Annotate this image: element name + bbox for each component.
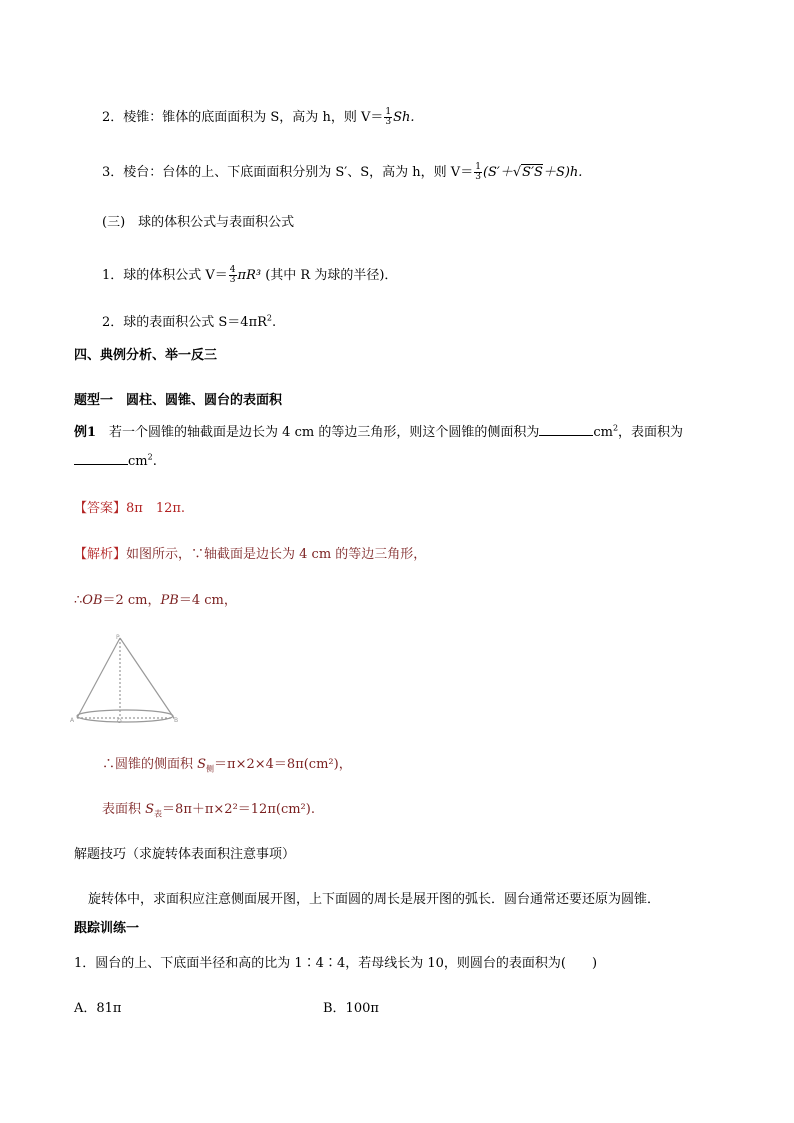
line-pyramid: 2．棱锥：锥体的底面面积为 S，高为 h，则 V＝ $\frac{1}{3}$ Sh. [102,107,415,127]
label-a: A [70,717,75,724]
answer-line: 【答案】8π 12π. [74,501,186,516]
surface-area-line: 表面积 $S_表=8\pi+\pi\times 2^2=12\pi(cm^2)$. [102,802,315,819]
line-frustum: 3．棱台：台体的上、下底面面积分别为 S′、S，高为 h，则 V＝ $\frac{1}{3}$ (S′＋√S′S＋S)h. [102,162,583,182]
tip-title: 解题技巧（求旋转体表面积注意事项） [74,847,296,862]
section-heading-four: 四、典例分析、举一反三 [74,348,218,363]
side-area-line: ∴圆锥的侧面积 $S_侧=\pi\times 2\times 4=8\pi(cm^2)$， [102,757,352,774]
fraction: $\frac{1}{3}$ [475,162,481,182]
question-1: 1．圆台的上、下底面半径和高的比为 1∶4∶4，若母线长为 10，则圆台的表面积为( ) [74,956,598,971]
example-1-cont: $cm^2$. [74,452,157,471]
option-b: B．100π [323,1001,379,1016]
answer-blank [539,423,593,436]
example-1: 例1 若一个圆锥的轴截面是边长为 4 cm 的等边三角形，则这个圆锥的侧面积为 $cm^2$，表面积为 [74,423,684,440]
fraction: $\frac{4}{3}$ [229,265,236,285]
option-a: A．81π [74,1001,122,1016]
cone-right-edge [120,638,174,718]
analysis-line: 【解析】如图所示，∵轴截面是边长为 4 cm 的等边三角形， [74,547,427,562]
cone-figure [70,632,182,724]
label-b: B [174,717,179,724]
label-o: O [117,718,122,724]
fraction: $\frac{1}{3}$ [385,107,392,127]
answer-blank [74,452,128,465]
track-heading: 跟踪训练一 [74,921,140,936]
ob-line: ∴OB＝2 cm，PB＝4 cm， [74,593,237,608]
tip-text: 旋转体中，求面积应注意侧面展开图，上下面圆的周长是展开图的弧长．圆台通常还要还原为圆锥． [88,892,661,907]
section-three: (三) 球的体积公式与表面积公式 [102,215,295,230]
cone-left-edge [77,638,120,718]
label-p: P [116,634,120,641]
cone-base-ellipse [77,710,173,722]
line-ball-surface: 2．球的表面积公式 $S=4\pi R^2$. [102,313,277,330]
type-heading: 题型一 圆柱、圆锥、圆台的表面积 [74,393,283,408]
line-ball-volume: 1．球的体积公式 V＝ $\frac{4}{3}$ πR³ (其中 R 为球的半径)． [102,265,398,285]
